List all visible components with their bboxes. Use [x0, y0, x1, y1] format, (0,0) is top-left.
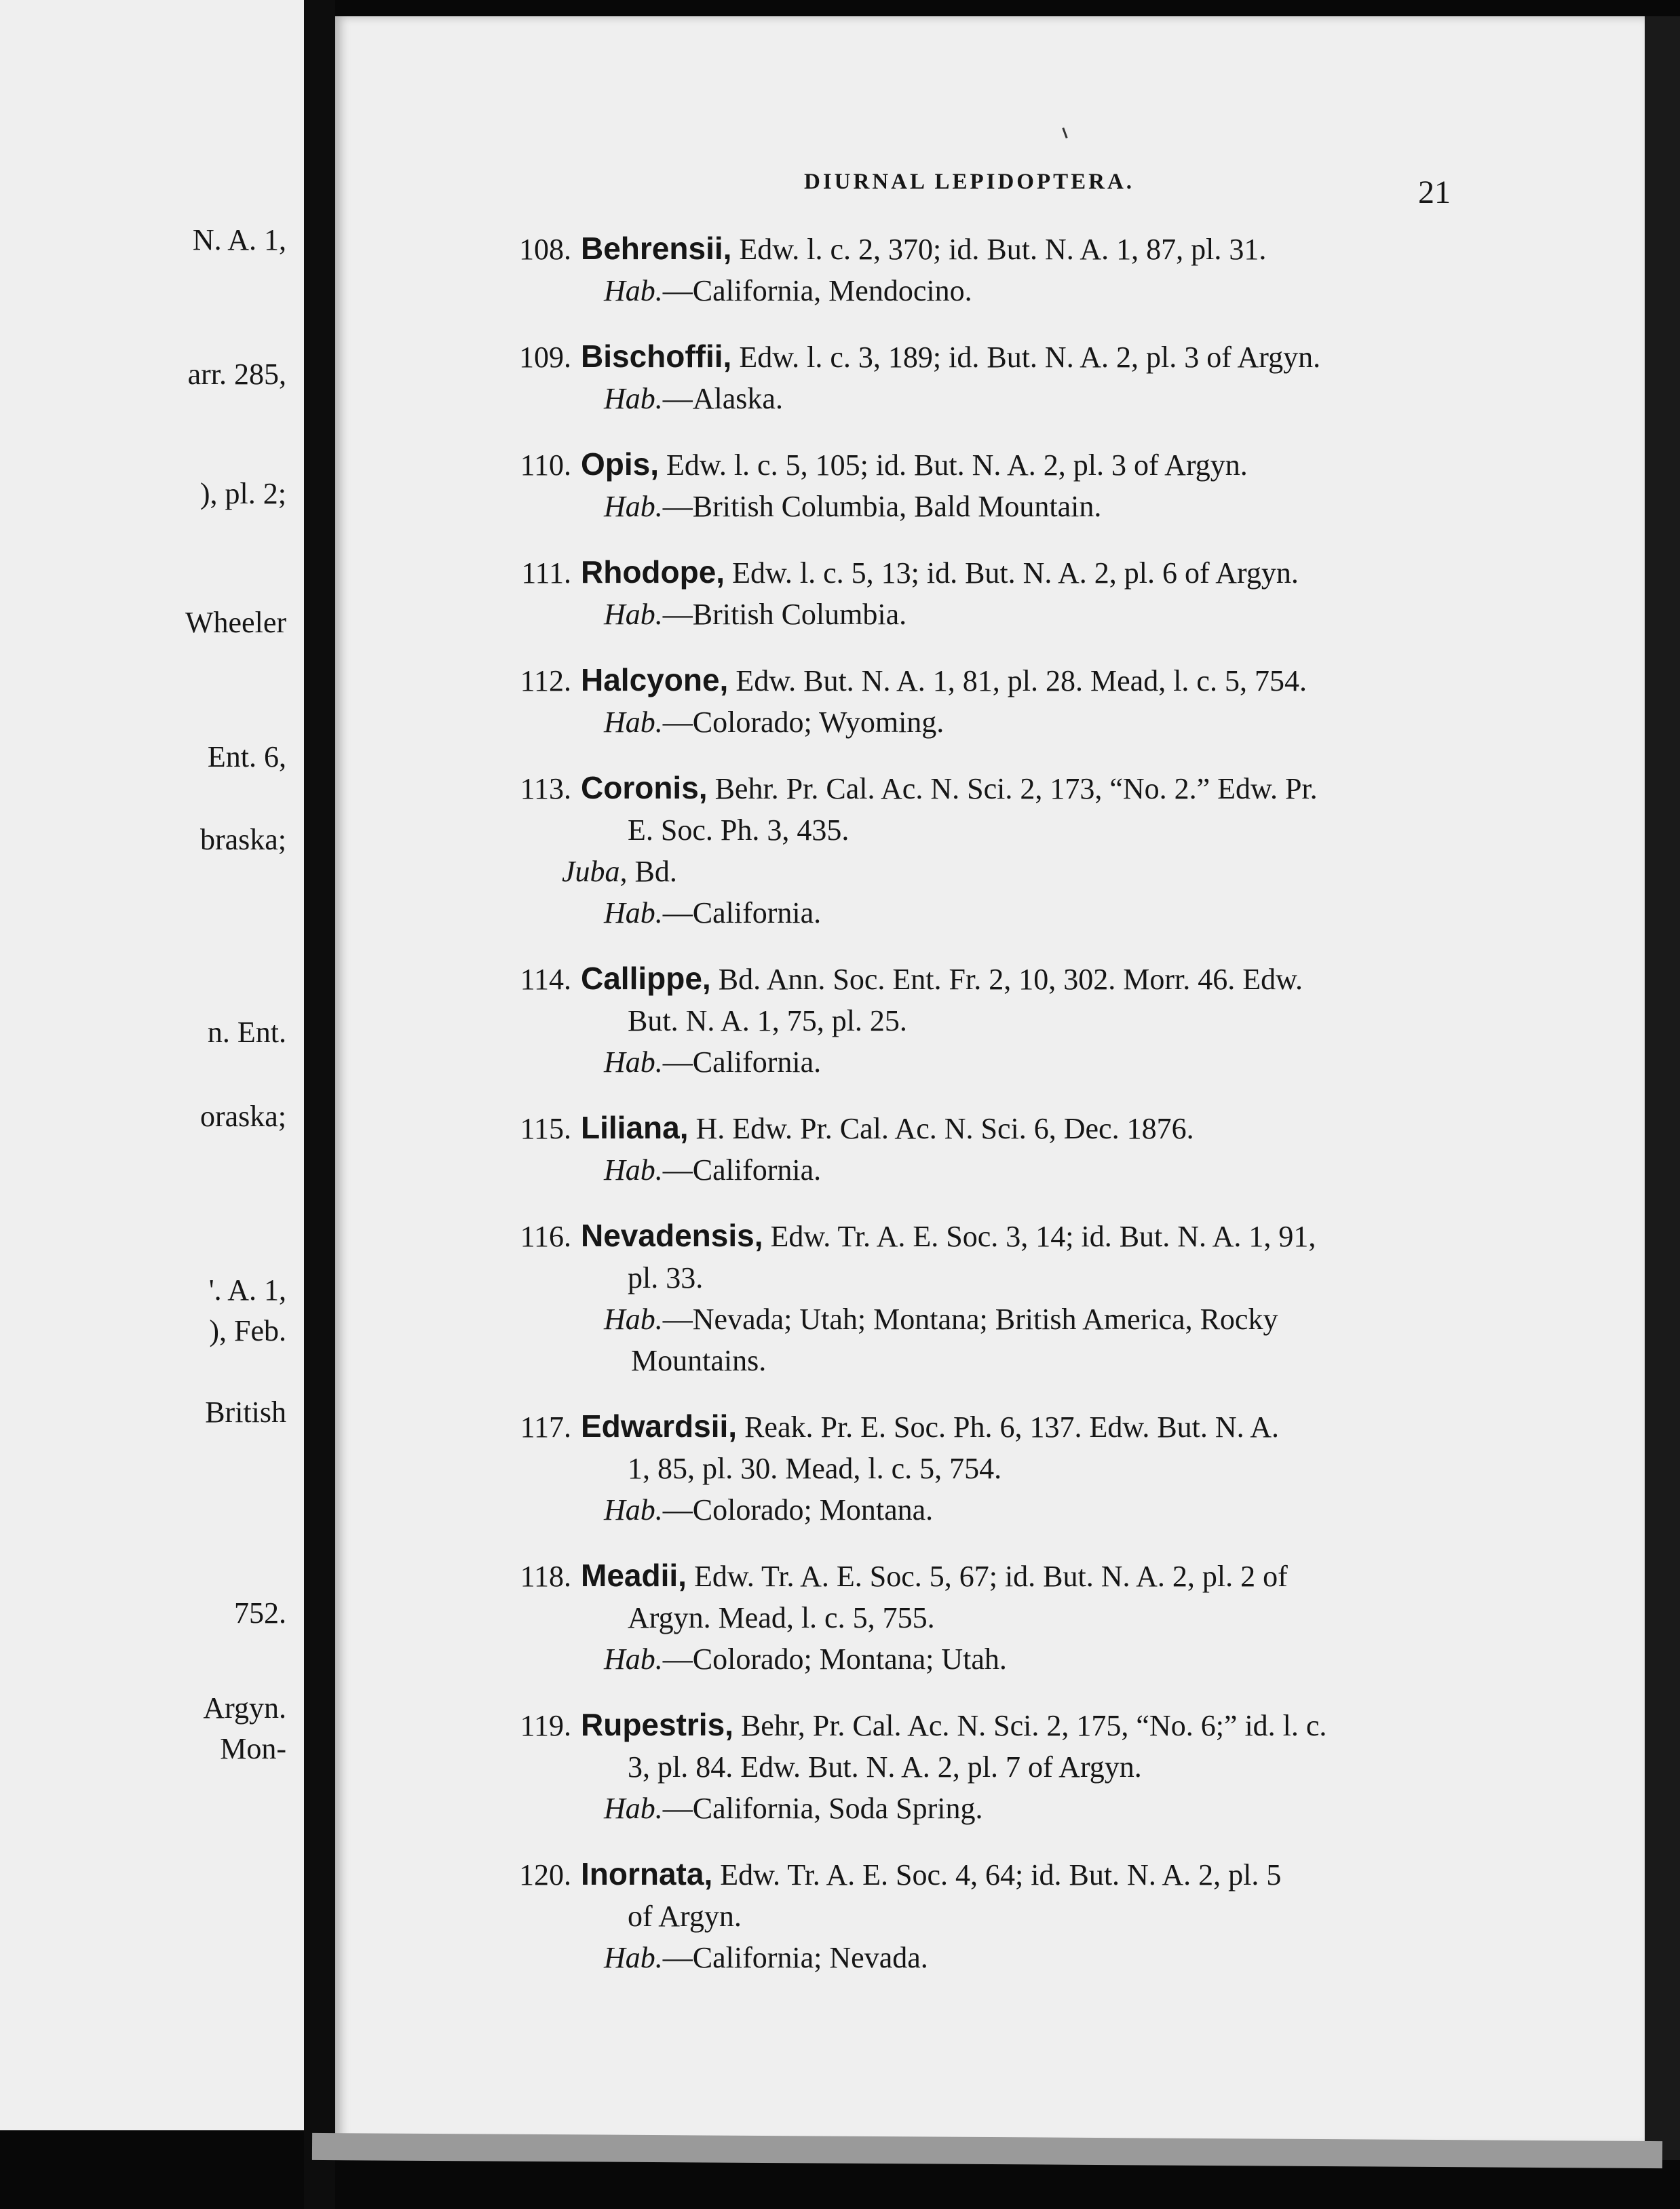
citation-text: Edw. Tr. A. E. Soc. 4, 64; id. But. N. A. 2, pl. 5: [720, 1858, 1282, 1891]
citation-text: Edw. l. c. 2, 370; id. But. N. A. 1, 87, pl. 31.: [739, 233, 1267, 266]
left-facing-page: [0, 0, 304, 2130]
species-name: Meadii,: [581, 1558, 687, 1593]
citation-text: H. Edw. Pr. Cal. Ac. N. Sci. 6, Dec. 1876.: [695, 1112, 1194, 1145]
citation-text: Edw. l. c. 5, 105; id. But. N. A. 2, pl. 3 of Argyn.: [666, 448, 1248, 482]
species-entry: [489, 228, 1452, 311]
synonym-line: [489, 851, 1452, 892]
habitat-line: [489, 702, 1452, 743]
species-name: Edwardsii,: [581, 1408, 738, 1444]
species-name: Rhodope,: [581, 554, 725, 590]
habitat-line: [489, 1489, 1452, 1531]
citation-continuation: of Argyn.: [628, 1900, 742, 1933]
left-page-fragment: ), pl. 2;: [199, 477, 286, 510]
species-name: Halcyone,: [581, 662, 729, 697]
left-page-fragment: N. A. 1,: [192, 223, 286, 256]
entry-number: 112.: [520, 664, 571, 697]
book-gutter: [304, 0, 335, 2209]
habitat-text: —California, Soda Spring.: [662, 1792, 983, 1825]
synonym-author: Bd.: [627, 855, 677, 888]
habitat-text: —California, Mendocino.: [662, 274, 972, 307]
left-page-fragment: n. Ent.: [207, 1016, 286, 1049]
entry-number: 119.: [520, 1709, 571, 1742]
left-page-fragment: arr. 285,: [187, 358, 286, 391]
citation-text: Bd. Ann. Soc. Ent. Fr. 2, 10, 302. Morr. 46. Edw.: [718, 963, 1303, 996]
species-entry: [489, 767, 1452, 934]
left-page-fragment: ), Feb.: [209, 1314, 286, 1347]
habitat-label: Hab.: [604, 896, 663, 929]
species-entry: [489, 552, 1452, 635]
citation-continuation: pl. 33.: [628, 1261, 704, 1294]
habitat-text: —California.: [662, 1153, 822, 1187]
running-head: DIURNAL LEPIDOPTERA.: [804, 170, 1135, 194]
entry-first-line: [489, 1555, 1452, 1597]
citation-continuation: 3, pl. 84. Edw. But. N. A. 2, pl. 7 of Argyn.: [628, 1750, 1142, 1784]
habitat-label: Hab.: [604, 598, 663, 631]
citation-text: Reak. Pr. E. Soc. Ph. 6, 137. Edw. But. N. A.: [744, 1410, 1280, 1444]
right-page-edge: [1645, 16, 1680, 2160]
entry-number: 120.: [519, 1858, 571, 1891]
habitat-label: Hab.: [604, 706, 663, 739]
habitat-label: Hab.: [604, 274, 663, 307]
habitat-text: —California; Nevada.: [662, 1941, 928, 1974]
species-name: Inornata,: [581, 1856, 713, 1891]
left-page-fragment: oraska;: [199, 1100, 286, 1133]
entry-number: 113.: [520, 772, 571, 805]
citation-text: Edw. But. N. A. 1, 81, pl. 28. Mead, l. c. 5, 754.: [736, 664, 1307, 697]
page-number: 21: [1418, 174, 1451, 210]
left-page-fragment: Mon-: [220, 1732, 286, 1765]
entry-first-line: [489, 1704, 1452, 1746]
habitat-text: —Nevada; Utah; Montana; British America, Rocky: [662, 1303, 1278, 1336]
left-page-fragment: 752.: [234, 1596, 286, 1630]
species-name: Behrensii,: [581, 231, 732, 266]
citation-text: Behr, Pr. Cal. Ac. N. Sci. 2, 175, “No. 6;” id. l. c.: [740, 1709, 1327, 1742]
entry-number: 115.: [520, 1112, 571, 1145]
species-entry: [489, 1704, 1452, 1829]
citation-text: Edw. Tr. A. E. Soc. 5, 67; id. But. N. A. 2, pl. 2 of: [693, 1560, 1288, 1593]
citation-text: Edw. Tr. A. E. Soc. 3, 14; id. But. N. A. 1, 91,: [770, 1220, 1316, 1253]
entry-first-line: [489, 228, 1452, 270]
entry-first-line: [489, 336, 1452, 378]
left-page-fragment: Ent. 6,: [207, 740, 286, 773]
entry-first-line: [489, 659, 1452, 702]
species-name: Rupestris,: [581, 1707, 733, 1742]
habitat-label: Hab.: [604, 490, 663, 523]
species-entry: [489, 1853, 1452, 1978]
species-name: Bischoffii,: [581, 339, 732, 374]
species-entry: [489, 444, 1452, 527]
habitat-label: Hab.: [604, 1493, 663, 1526]
synonym-name: Juba,: [562, 855, 628, 888]
citation-text: Edw. l. c. 3, 189; id. But. N. A. 2, pl. 3 of Argyn.: [739, 341, 1321, 374]
habitat-line: [489, 1638, 1452, 1680]
habitat-line: [489, 594, 1452, 635]
species-entry: [489, 336, 1452, 419]
habitat-label: Hab.: [604, 1303, 663, 1336]
citation-text: Edw. l. c. 5, 13; id. But. N. A. 2, pl. 6 of Argyn.: [732, 556, 1299, 590]
habitat-label: Hab.: [604, 1153, 663, 1187]
species-entry: [489, 659, 1452, 743]
left-page-fragment: British: [205, 1396, 286, 1429]
entry-number: 108.: [519, 233, 571, 266]
entry-number: 118.: [520, 1560, 571, 1593]
entry-number: 114.: [520, 963, 571, 996]
habitat-line: [489, 1788, 1452, 1829]
entry-first-line: [489, 1215, 1452, 1257]
habitat-line: [489, 1041, 1452, 1083]
habitat-label: Hab.: [604, 1792, 663, 1825]
entry-number: 111.: [521, 556, 571, 590]
habitat-line: [489, 270, 1452, 311]
habitat-text: Mountains.: [631, 1344, 767, 1377]
left-page-fragment: braska;: [199, 823, 286, 856]
species-name: Liliana,: [581, 1110, 689, 1145]
left-page-fragment: Argyn.: [203, 1691, 286, 1725]
citation-continuation: 1, 85, pl. 30. Mead, l. c. 5, 754.: [628, 1452, 1002, 1485]
entry-first-line: [489, 767, 1452, 809]
species-entry: [489, 1215, 1452, 1381]
habitat-continuation: [489, 1340, 1452, 1381]
species-entry: [489, 958, 1452, 1083]
habitat-line: [489, 486, 1452, 527]
citation-continuation: Argyn. Mead, l. c. 5, 755.: [628, 1601, 935, 1634]
species-entry: [489, 1107, 1452, 1191]
entry-first-line: [489, 1853, 1452, 1896]
entry-first-line: [489, 1406, 1452, 1448]
species-name: Coronis,: [581, 770, 708, 805]
habitat-text: —Alaska.: [662, 382, 783, 415]
species-entry: [489, 1555, 1452, 1680]
entry-number: 110.: [520, 448, 571, 482]
habitat-text: —Colorado; Wyoming.: [662, 706, 944, 739]
habitat-text: —Colorado; Montana; Utah.: [662, 1643, 1007, 1676]
habitat-text: —Colorado; Montana.: [662, 1493, 934, 1526]
left-page-fragment: '. A. 1,: [208, 1273, 286, 1307]
entry-number: 109.: [519, 341, 571, 374]
entry-first-line: [489, 444, 1452, 486]
entry-number: 116.: [520, 1220, 571, 1253]
habitat-text: —British Columbia.: [662, 598, 907, 631]
species-list: [489, 228, 1452, 2003]
citation-continuation: But. N. A. 1, 75, pl. 25.: [628, 1004, 907, 1037]
entry-first-line: [489, 958, 1452, 1000]
habitat-line: [489, 1937, 1452, 1978]
left-page-fragment: Wheeler: [185, 606, 286, 639]
entry-first-line: [489, 1107, 1452, 1149]
habitat-label: Hab.: [604, 382, 663, 415]
species-name: Callippe,: [581, 961, 711, 996]
citation-text: Behr. Pr. Cal. Ac. N. Sci. 2, 173, “No. 2.” Edw. Pr.: [714, 772, 1318, 805]
habitat-label: Hab.: [604, 1941, 663, 1974]
species-name: Opis,: [581, 446, 660, 482]
habitat-label: Hab.: [604, 1643, 663, 1676]
entry-number: 117.: [520, 1410, 571, 1444]
habitat-line: [489, 892, 1452, 934]
habitat-line: [489, 1149, 1452, 1191]
habitat-line: [489, 378, 1452, 419]
entry-first-line: [489, 552, 1452, 594]
habitat-text: —California.: [662, 1045, 822, 1079]
species-entry: [489, 1406, 1452, 1531]
habitat-text: —British Columbia, Bald Mountain.: [662, 490, 1102, 523]
species-name: Nevadensis,: [581, 1218, 763, 1253]
habitat-line: [489, 1299, 1452, 1340]
habitat-text: —California.: [662, 896, 822, 929]
habitat-label: Hab.: [604, 1045, 663, 1079]
citation-continuation: E. Soc. Ph. 3, 435.: [628, 813, 849, 847]
